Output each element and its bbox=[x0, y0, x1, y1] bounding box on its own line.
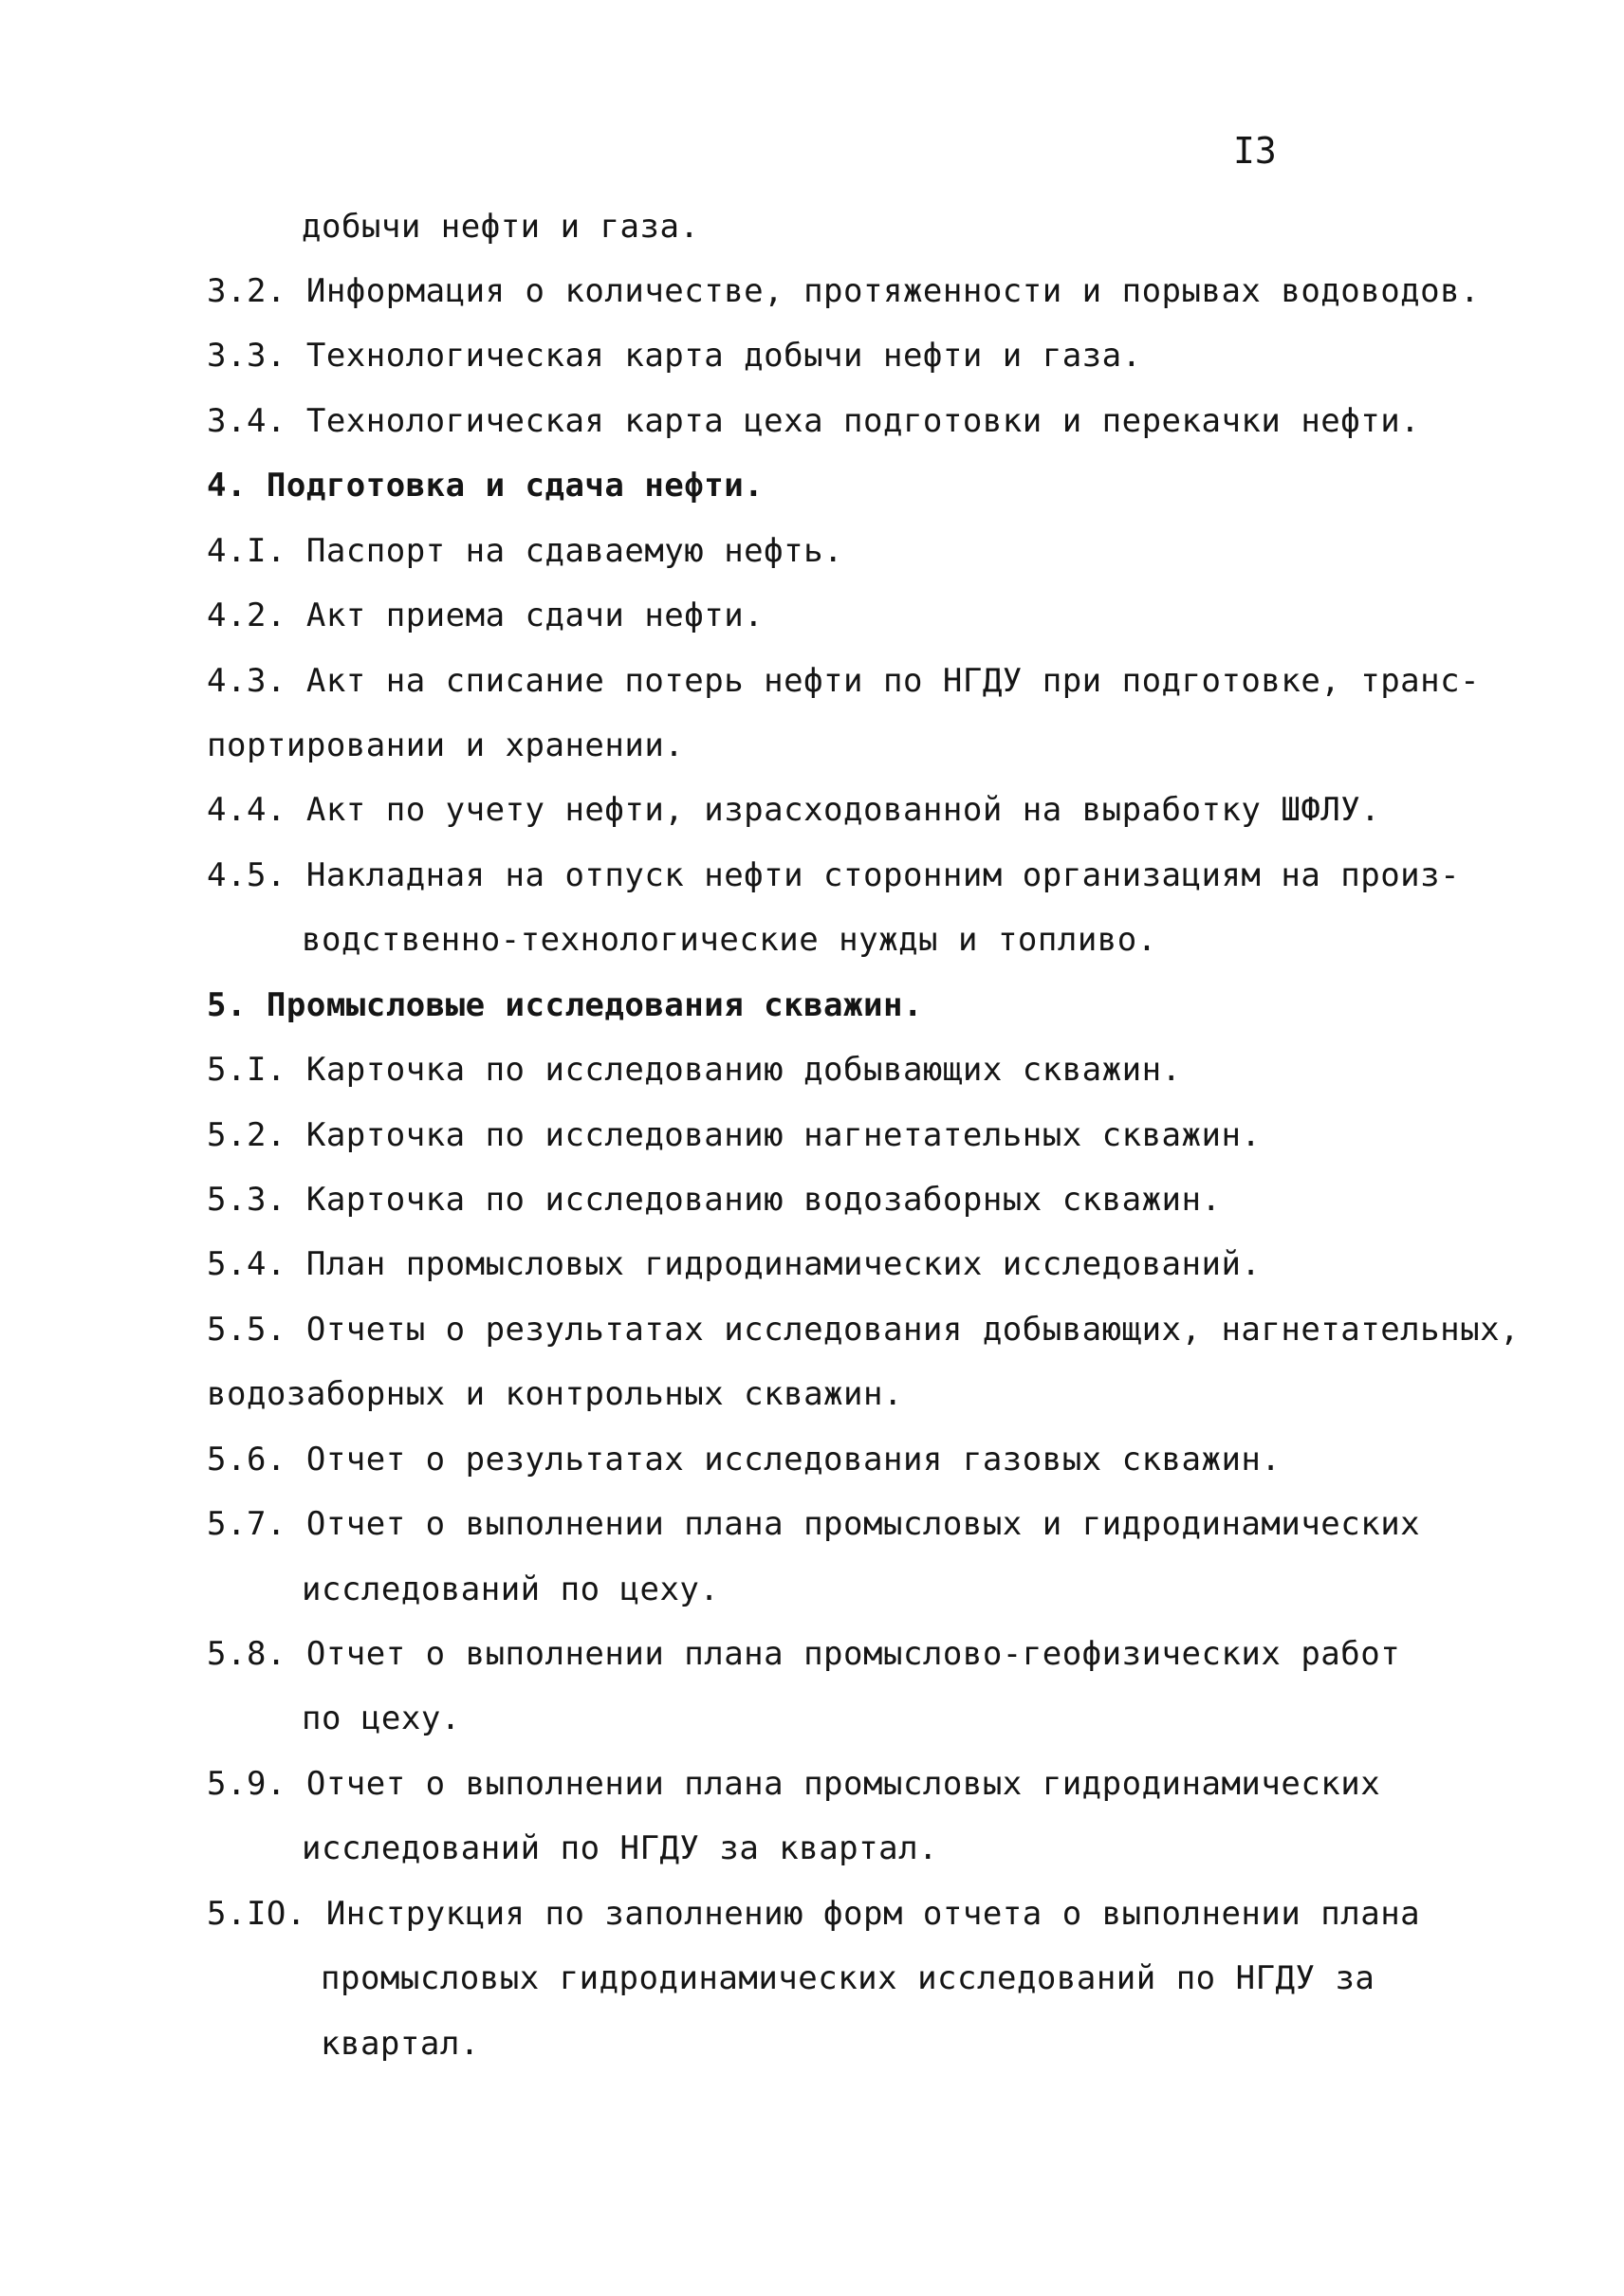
text-line: водственно-технологические нужды и топливо. bbox=[302, 921, 1157, 959]
section-heading: 4. Подготовка и сдача нефти. bbox=[207, 467, 765, 505]
text-line: 5.I. Карточка по исследованию добывающих скважин. bbox=[207, 1051, 1182, 1089]
text-line: по цеху. bbox=[302, 1699, 461, 1737]
text-line: 5.8. Отчет о выполнении плана промыслово-геофизических работ bbox=[207, 1635, 1401, 1673]
text-line: добычи нефти и газа. bbox=[302, 208, 700, 246]
text-line: исследований по НГДУ за квартал. bbox=[302, 1829, 939, 1867]
text-line: 3.3. Технологическая карта добычи нефти и газа. bbox=[207, 337, 1142, 375]
text-line: 5.3. Карточка по исследованию водозаборных скважин. bbox=[207, 1181, 1222, 1219]
text-line: 5.4. План промысловых гидродинамических исследований. bbox=[207, 1245, 1262, 1283]
text-line: 5.IO. Инструкция по заполнению форм отчета о выполнении плана bbox=[207, 1895, 1421, 1933]
text-line: 5.7. Отчет о выполнении плана промысловых и гидродинамических bbox=[207, 1505, 1421, 1543]
text-line: исследований по цеху. bbox=[302, 1570, 720, 1608]
text-line: квартал. bbox=[321, 2025, 480, 2063]
text-line: 4.2. Акт приема сдачи нефти. bbox=[207, 597, 765, 634]
text-line: 5.6. Отчет о результатах исследования газовых скважин. bbox=[207, 1441, 1282, 1479]
text-line: 3.4. Технологическая карта цеха подготовки и перекачки нефти. bbox=[207, 402, 1421, 440]
page-number: I3 bbox=[1233, 130, 1277, 172]
text-line: 4.I. Паспорт на сдаваемую нефть. bbox=[207, 532, 844, 570]
text-line: 5.5. Отчеты о результатах исследования добывающих, нагнетательных, bbox=[207, 1311, 1521, 1349]
text-line: 4.4. Акт по учету нефти, израсходованной на выработку ШФЛУ. bbox=[207, 791, 1381, 829]
text-line: водозаборных и контрольных скважин. bbox=[207, 1375, 903, 1413]
text-line: 5.9. Отчет о выполнении плана промысловых гидродинамических bbox=[207, 1765, 1381, 1803]
text-line: портировании и хранении. bbox=[207, 726, 685, 764]
section-heading: 5. Промысловые исследования скважин. bbox=[207, 986, 923, 1024]
text-line: 4.3. Акт на списание потерь нефти по НГДУ при подготовке, транс- bbox=[207, 662, 1481, 700]
text-line: 3.2. Информация о количестве, протяженности и порывах водоводов. bbox=[207, 272, 1481, 310]
text-line: 5.2. Карточка по исследованию нагнетательных скважин. bbox=[207, 1116, 1262, 1154]
text-line: промысловых гидродинамических исследований по НГДУ за bbox=[321, 1959, 1375, 1997]
text-line: 4.5. Накладная на отпуск нефти сторонним организациям на произ- bbox=[207, 856, 1461, 894]
